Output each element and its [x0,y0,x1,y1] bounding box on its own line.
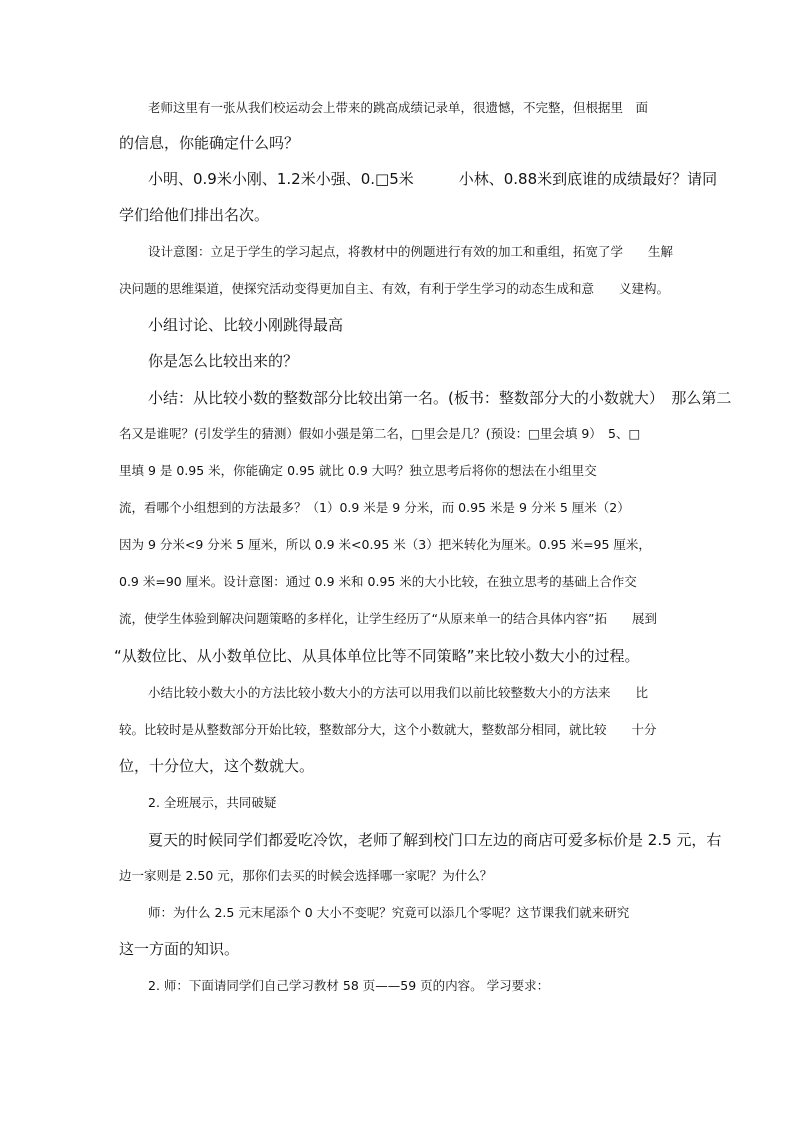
paragraph-line: 这一方面的知识。 [119,940,240,958]
paragraph-line: 小组讨论、比较小刚跳得最高 [148,316,344,334]
paragraph-line: 位，十分位大，这个数就大。 [119,757,315,775]
paragraph-line: 流，看哪个小组想到的方法最多？（1）0.9 米是 9 分米，而 0.95 米是 9 分米 5 厘米（2） [119,500,630,515]
paragraph-line: 夏天的时候同学们都爱吃冷饮，老师了解到校门口左边的商店可爱多标价是 2.5 元，右 [148,831,722,849]
paragraph-line: 老师这里有一张从我们校运动会上带来的跳高成绩记录单，很遗憾，不完整，但根据里 面 [148,100,649,115]
paragraph-line: “从数位比、从小数单位比、从具体单位比等不同策略”来比较小数大小的过程。 [114,647,640,665]
paragraph-line: 流，使学生体验到解决问题策略的多样化，让学生经历了“从原来单一的结合具体内容”拓 展到 [119,611,657,626]
paragraph-line: 因为 9 分米<9 分米 5 厘米，所以 0.9 米<0.95 米（3）把米转化为厘米。0.95 米=95 厘米， [119,537,651,552]
paragraph-line: 名又是谁呢？(引发学生的猜测）假如小强是第二名，□里会是几？(预设：□里会填 9） 5、□ [119,426,641,441]
paragraph-line: 0.9 米=90 厘米。设计意图：通过 0.9 米和 0.95 米的大小比较，在独立思考的基础上合作交 [119,574,637,589]
paragraph-line: 边一家则是 2.50 元，那你们去买的时候会选择哪一家呢？为什么？ [119,868,493,883]
paragraph-line: 2. 师：下面请同学们自己学习教材 58 页——59 页的内容。 学习要求： [148,978,550,993]
paragraph-line: 决问题的思维渠道，使探究活动变得更加自主、有效，有利于学生学习的动态生成和意 义建构。 [119,281,670,296]
paragraph-line: 小结比较小数大小的方法比较小数大小的方法可以用我们以前比较整数大小的方法来 比 [148,685,649,700]
paragraph-line: 2. 全班展示，共同破疑 [148,795,277,810]
paragraph-line: 小明、0.9米小刚、1.2米小强、0.□5米 小林、0.88米到底谁的成绩最好？请同 [148,170,718,188]
paragraph-line: 的信息，你能确定什么吗？ [119,134,300,152]
paragraph-line: 你是怎么比较出来的？ [148,352,299,370]
paragraph-line: 小结：从比较小数的整数部分比较出第一名。(板书：整数部分大的小数就大） 那么第二 [148,389,732,407]
paragraph-line: 较。比较时是从整数部分开始比较，整数部分大，这个小数就大，整数部分相同，就比较 十分 [119,722,657,737]
paragraph-line: 里填 9 是 0.95 米，你能确定 0.95 就比 0.9 大吗？独立思考后将你的想法在小组里交 [119,463,597,478]
paragraph-line: 师：为什么 2.5 元末尾添个 0 大小不变呢？究竟可以添几个零呢？这节课我们就来研究 [148,905,630,920]
paragraph-line: 学们给他们排出名次。 [119,206,270,224]
paragraph-line: 设计意图：立足于学生的学习起点，将教材中的例题进行有效的加工和重组，拓宽了学 生解 [148,244,674,259]
